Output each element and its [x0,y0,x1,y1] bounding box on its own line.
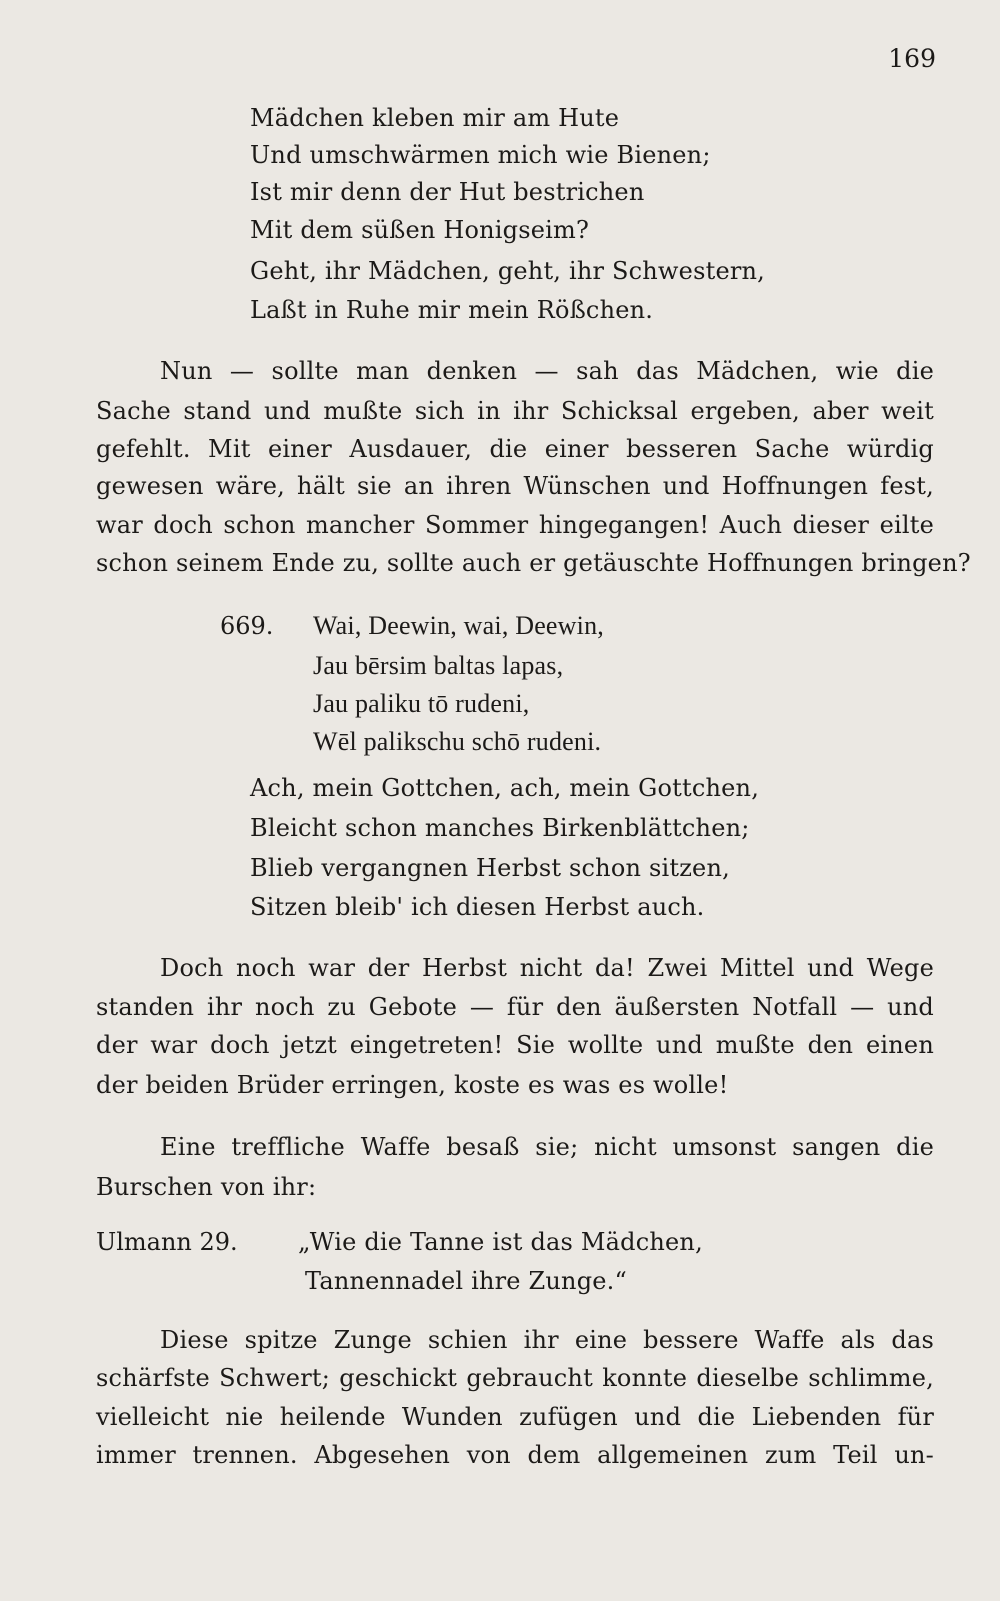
german-line-2: Bleicht schon manches Birkenblättchen; [250,814,750,842]
paragraph-1-line-1: Nun — sollte man denken — sah das Mädchen, wie die [160,357,934,385]
stanza-1-line-1: Mädchen kleben mir am Hute [250,104,620,132]
latvian-line-4: Wēl palikschu schō rudeni. [313,727,602,756]
paragraph-1-line-4: gewesen wäre, hält sie an ihren Wünschen und Hoffnungen fest, [96,472,934,500]
paragraph-2-line-1: Doch noch war der Herbst nicht da! Zwei Mittel und Wege [160,954,934,982]
stanza-1-line-3: Ist mir denn der Hut bestrichen [250,178,645,206]
page-number: 169 [888,44,936,73]
paragraph-1-line-5: war doch schon mancher Sommer hingegangen! Auch dieser eilte [96,511,934,539]
paragraph-1-line-2: Sache stand und mußte sich in ihr Schicksal ergeben, aber weit [96,397,934,425]
latvian-line-3: Jau paliku tō rudeni, [313,689,530,718]
stanza-1-line-4: Mit dem süßen Honigseim? [250,216,590,244]
paragraph-2-line-3: der war doch jetzt eingetreten! Sie wollte und mußte den einen [96,1031,934,1059]
german-line-1: Ach, mein Gottchen, ach, mein Gottchen, [250,774,760,802]
german-line-4: Sitzen bleib' ich diesen Herbst auch. [250,893,705,921]
quote-line-1: „Wie die Tanne ist das Mädchen, [298,1228,703,1256]
paragraph-4-line-4: immer trennen. Abgesehen von dem allgemeinen zum Teil un- [96,1441,934,1469]
paragraph-2-line-4: der beiden Brüder erringen, koste es was es wolle! [96,1071,729,1099]
latvian-line-1: Wai, Deewin, wai, Deewin, [313,611,604,640]
german-line-3: Blieb vergangnen Herbst schon sitzen, [250,854,730,882]
paragraph-2-line-2: standen ihr noch zu Gebote — für den äußersten Notfall — und [96,993,934,1021]
quote-source: Ulmann 29. [96,1228,238,1256]
paragraph-4-line-1: Diese spitze Zunge schien ihr eine bessere Waffe als das [160,1326,934,1354]
paragraph-4-line-3: vielleicht nie heilende Wunden zufügen und die Liebenden für [96,1403,934,1431]
paragraph-4-line-2: schärfste Schwert; geschickt gebraucht konnte dieselbe schlimme, [96,1364,934,1392]
paragraph-1-line-3: gefehlt. Mit einer Ausdauer, die einer besseren Sache würdig [96,435,934,463]
paragraph-3-line-2: Burschen von ihr: [96,1173,317,1201]
latvian-line-2: Jau bērsim baltas lapas, [313,651,564,680]
stanza-1-line-5: Geht, ihr Mädchen, geht, ihr Schwestern, [250,257,765,285]
quote-line-2: Tannennadel ihre Zunge.“ [305,1267,627,1295]
song-number: 669. [220,612,274,640]
stanza-1-line-2: Und umschwärmen mich wie Bienen; [250,141,711,169]
paragraph-3-line-1: Eine treffliche Waffe besaß sie; nicht umsonst sangen die [160,1133,934,1161]
paragraph-1-line-6: schon seinem Ende zu, sollte auch er getäuschte Hoffnungen bringen? [96,549,971,577]
stanza-1-line-6: Laßt in Ruhe mir mein Rößchen. [250,296,654,324]
